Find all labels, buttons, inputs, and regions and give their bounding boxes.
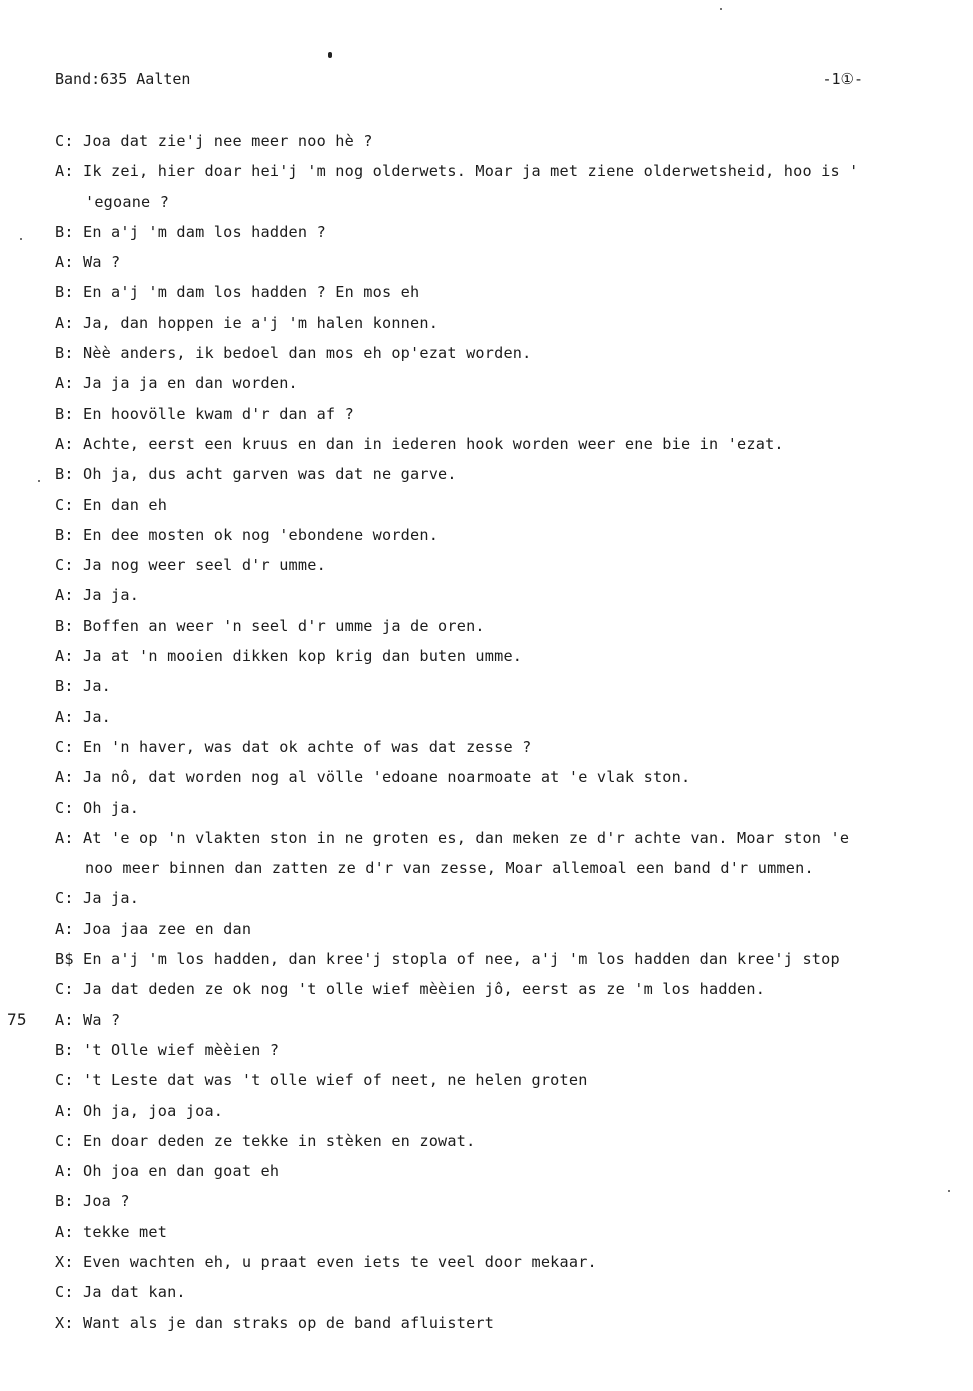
speaker-label: A: — [55, 1162, 74, 1181]
transcript-line — [0, 1100, 973, 1130]
transcript-line — [0, 372, 973, 402]
speaker-label: A: — [55, 313, 74, 332]
transcript-line — [0, 615, 973, 645]
speaker-label: A: — [55, 434, 74, 453]
speaker-label: B: — [55, 1040, 74, 1059]
transcript-line — [0, 918, 973, 948]
transcript-line — [0, 1251, 973, 1281]
utterance-text: Oh ja, joa joa. — [83, 1101, 224, 1120]
utterance-text: En dee mosten ok nog 'ebondene worden. — [83, 525, 439, 544]
utterance-text: noo meer binnen dan zatten ze d'r van zesse, Moar allemoal een band d'r ummen. — [85, 859, 814, 878]
speaker-label: A: — [55, 374, 74, 393]
utterance-text: Wa ? — [83, 253, 121, 272]
ink-mark — [328, 52, 332, 58]
utterance-text: Joa jaa zee en dan — [83, 919, 252, 938]
transcript-line — [0, 675, 973, 705]
speaker-label: A: — [55, 919, 74, 938]
utterance-text: En dan eh — [83, 495, 168, 514]
utterance-text: Even wachten eh, u praat even iets te veel door mekaar. — [83, 1252, 597, 1271]
transcript-line — [0, 130, 973, 160]
utterance-text: Ja. — [83, 707, 112, 726]
speaker-label: C: — [55, 1071, 74, 1090]
utterance-text: 't Leste dat was 't olle wief of neet, ne helen groten — [83, 1071, 588, 1090]
speaker-label: B: — [55, 344, 74, 363]
utterance-text: En a'j 'm dam los hadden ? En mos eh — [83, 283, 420, 302]
transcript-line — [0, 797, 973, 827]
speaker-label: C: — [55, 1131, 74, 1150]
utterance-text: Want als je dan straks op de band afluistert — [83, 1313, 495, 1332]
speaker-label: X: — [55, 1313, 74, 1332]
utterance-text: Ja at 'n mooien dikken kop krig dan buten umme. — [83, 647, 523, 666]
transcript-line — [0, 706, 973, 736]
page-number: -1①- — [822, 70, 863, 88]
utterance-text: En a'j 'm los hadden, dan kree'j stopla of nee, a'j 'm los hadden dan kree'j stop — [83, 950, 840, 969]
utterance-text: En hoovölle kwam d'r dan af ? — [83, 404, 354, 423]
speaker-label: A: — [55, 1101, 74, 1120]
speaker-label: C: — [55, 798, 74, 817]
speaker-label: C: — [55, 556, 74, 575]
speaker-label: B: — [55, 283, 74, 302]
transcript-line — [0, 160, 973, 190]
transcript-line — [0, 1221, 973, 1251]
utterance-text: En 'n haver, was dat ok achte of was dat zesse ? — [83, 737, 532, 756]
utterance-text: En a'j 'm dam los hadden ? — [83, 222, 326, 241]
speaker-label: B$ — [55, 950, 74, 969]
utterance-text: Ja dat kan. — [83, 1283, 186, 1302]
utterance-text: 'egoane ? — [85, 192, 170, 211]
speaker-label: B: — [55, 525, 74, 544]
utterance-text: Ja ja ja en dan worden. — [83, 374, 298, 393]
utterance-text: Ja dat deden ze ok nog 't olle wief mèèien jô, eerst as ze 'm los hadden. — [83, 980, 766, 999]
speaker-label: B: — [55, 222, 74, 241]
transcript-line — [0, 251, 973, 281]
utterance-text: At 'e op 'n vlakten ston in ne groten es, dan meken ze d'r achte van. Moar ston 'e — [83, 828, 850, 847]
speaker-label: C: — [55, 1283, 74, 1302]
utterance-text: Achte, eerst een kruus en dan in iederen hook worden weer ene bie in 'ezat. — [83, 434, 784, 453]
utterance-text: Ja nog weer seel d'r umme. — [83, 556, 326, 575]
speaker-label: X: — [55, 1252, 74, 1271]
utterance-text: Ik zei, hier doar hei'j 'm nog olderwets. Moar ja met ziene olderwetsheid, hoo is ' — [83, 162, 859, 181]
transcript-line — [0, 221, 973, 251]
margin-counter: 75 — [7, 1009, 27, 1029]
speaker-label: B: — [55, 616, 74, 635]
utterance-text: Ja ja. — [83, 889, 140, 908]
transcript-line — [0, 978, 973, 1008]
transcript-line — [0, 494, 973, 524]
utterance-text: Nèè anders, ik bedoel dan mos eh op'ezat worden. — [83, 344, 532, 363]
transcript-line — [0, 312, 973, 342]
tape-title: Band:635 Aalten — [55, 70, 191, 88]
utterance-text: Oh joa en dan goat eh — [83, 1162, 280, 1181]
ink-speck — [720, 8, 722, 10]
speaker-label: A: — [55, 1222, 74, 1241]
speaker-label: C: — [55, 495, 74, 514]
transcript-line — [0, 191, 973, 221]
transcript-line — [0, 1190, 973, 1220]
utterance-text: Ja nô, dat worden nog al völle 'edoane noarmoate at 'e vlak ston. — [83, 768, 691, 787]
speaker-label: C: — [55, 889, 74, 908]
transcript-line — [0, 1281, 973, 1311]
speaker-label: A: — [55, 162, 74, 181]
speaker-label: B: — [55, 465, 74, 484]
transcript-line — [0, 463, 973, 493]
transcript-line — [0, 1130, 973, 1160]
speaker-label: C: — [55, 980, 74, 999]
utterance-text: Joa ? — [83, 1192, 130, 1211]
transcript-line — [0, 1160, 973, 1190]
speaker-label: B: — [55, 677, 74, 696]
utterance-text: En doar deden ze tekke in stèken en zowat. — [83, 1131, 476, 1150]
transcript-line — [0, 827, 973, 857]
transcript-body — [0, 130, 973, 1342]
utterance-text: Ja, dan hoppen ie a'j 'm halen konnen. — [83, 313, 439, 332]
speaker-label: C: — [55, 737, 74, 756]
transcript-line — [0, 554, 973, 584]
transcript-line — [0, 342, 973, 372]
transcript-line — [0, 1039, 973, 1069]
utterance-text: Joa dat zie'j nee meer noo hè ? — [83, 132, 373, 150]
transcript-line — [0, 887, 973, 917]
speaker-label: A: — [55, 647, 74, 666]
speaker-label: A: — [55, 1010, 74, 1029]
speaker-label: A: — [55, 828, 74, 847]
transcript-line — [0, 857, 973, 887]
page-header — [55, 70, 863, 92]
transcript-line — [0, 403, 973, 433]
transcript-line — [0, 736, 973, 766]
utterance-text: 't Olle wief mèèien ? — [83, 1040, 280, 1059]
utterance-text: Ja. — [83, 677, 112, 696]
transcript-line — [0, 1069, 973, 1099]
speaker-label: B: — [55, 1192, 74, 1211]
transcript-line — [0, 948, 973, 978]
transcript-line — [0, 645, 973, 675]
utterance-text: Wa ? — [83, 1010, 121, 1029]
speaker-label: A: — [55, 768, 74, 787]
speaker-label: C: — [55, 132, 74, 150]
speaker-label: B: — [55, 404, 74, 423]
utterance-text: tekke met — [83, 1222, 168, 1241]
transcript-line — [0, 433, 973, 463]
speaker-label: A: — [55, 253, 74, 272]
transcript-line — [0, 584, 973, 614]
transcript-line — [0, 1312, 973, 1342]
speaker-label: A: — [55, 586, 74, 605]
transcript-line — [0, 766, 973, 796]
utterance-text: Ja ja. — [83, 586, 140, 605]
transcript-line — [0, 1009, 973, 1039]
transcript-line — [0, 281, 973, 311]
utterance-text: Oh ja. — [83, 798, 140, 817]
transcript-line — [0, 524, 973, 554]
utterance-text: Boffen an weer 'n seel d'r umme ja de oren. — [83, 616, 485, 635]
speaker-label: A: — [55, 707, 74, 726]
utterance-text: Oh ja, dus acht garven was dat ne garve. — [83, 465, 457, 484]
